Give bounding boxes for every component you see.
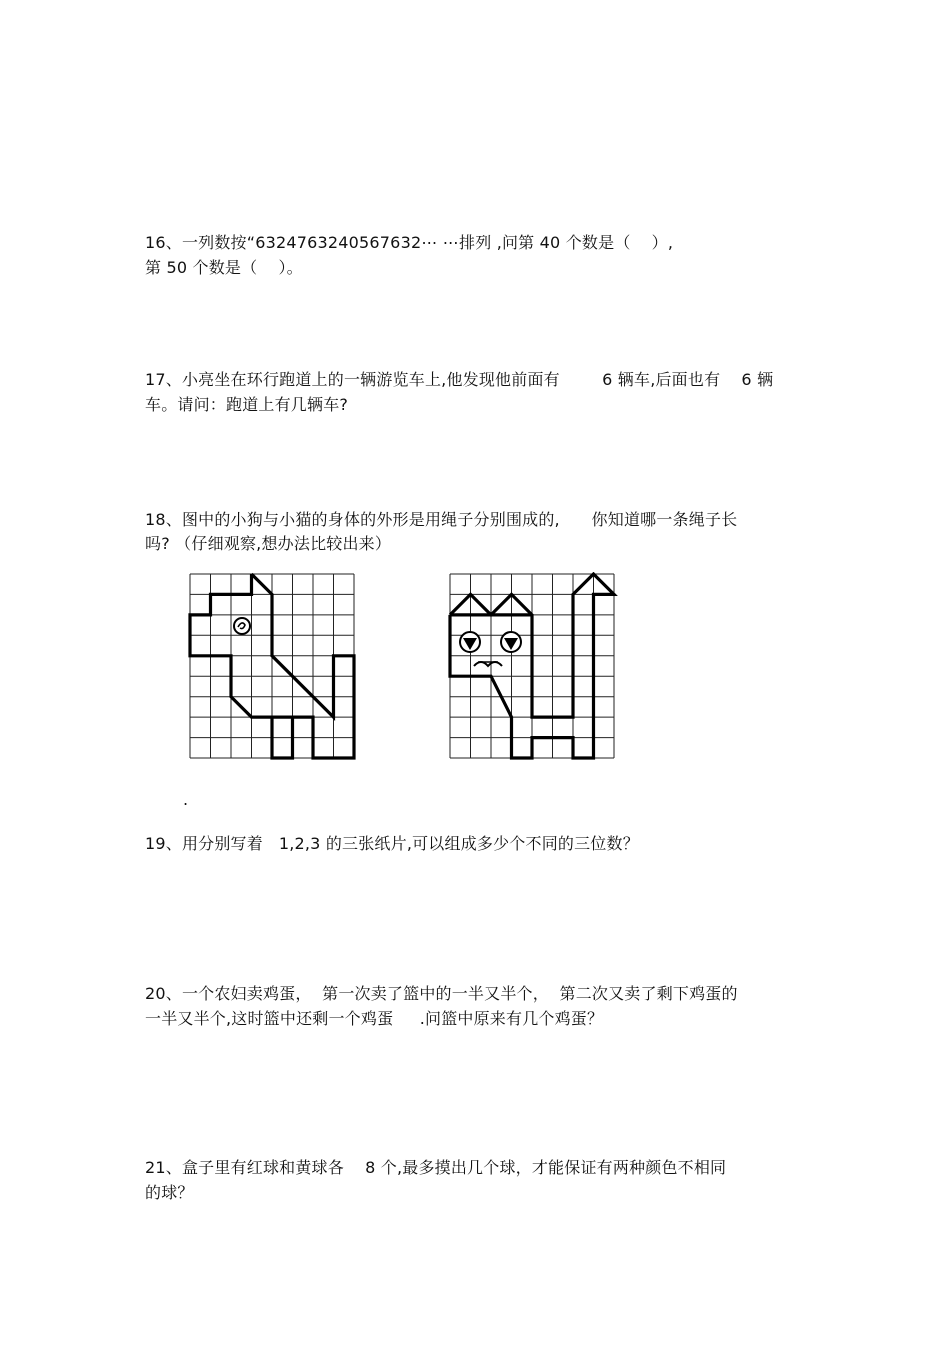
question-17-line-1: 17、小亮坐在环行跑道上的一辆游览车上,他发现他前面有 6 辆车,后面也有 6 辆	[145, 370, 774, 389]
question-18-line-1: 18、图中的小狗与小猫的身体的外形是用绳子分别围成的, 你知道哪一条绳子长	[145, 510, 738, 529]
stray-mark: .	[183, 790, 189, 809]
question-20-line-1: 20、一个农妇卖鸡蛋， 第一次卖了篮中的一半又半个， 第二次又卖了剩下鸡蛋的	[145, 984, 738, 1003]
question-18-line-2: 吗? （仔细观察,想办法比较出来）	[145, 534, 392, 553]
question-21-line-1: 21、盒子里有红球和黄球各 8 个,最多摸出几个球，才能保证有两种颜色不相同	[145, 1158, 727, 1177]
question-19-line-1: 19、用分别写着 1,2,3 的三张纸片,可以组成多少个不同的三位数？	[145, 834, 639, 853]
cat-figure	[448, 572, 618, 762]
question-21-line-2: 的球？	[145, 1183, 194, 1202]
dog-figure	[188, 572, 358, 762]
question-16-line-2: 第 50 个数是（ ）。	[145, 258, 303, 277]
question-17-line-2: 车。请问：跑道上有几辆车?	[145, 395, 349, 414]
cat-outline-icon	[448, 572, 618, 762]
dog-outline-icon	[188, 572, 358, 762]
question-20-line-2: 一半又半个,这时篮中还剩一个鸡蛋 .问篮中原来有几个鸡蛋？	[145, 1009, 604, 1028]
question-16-line-1: 16、一列数按“6324763240567632⋯ ⋯排列 ,问第 40 个数是（ ）,	[145, 233, 674, 252]
